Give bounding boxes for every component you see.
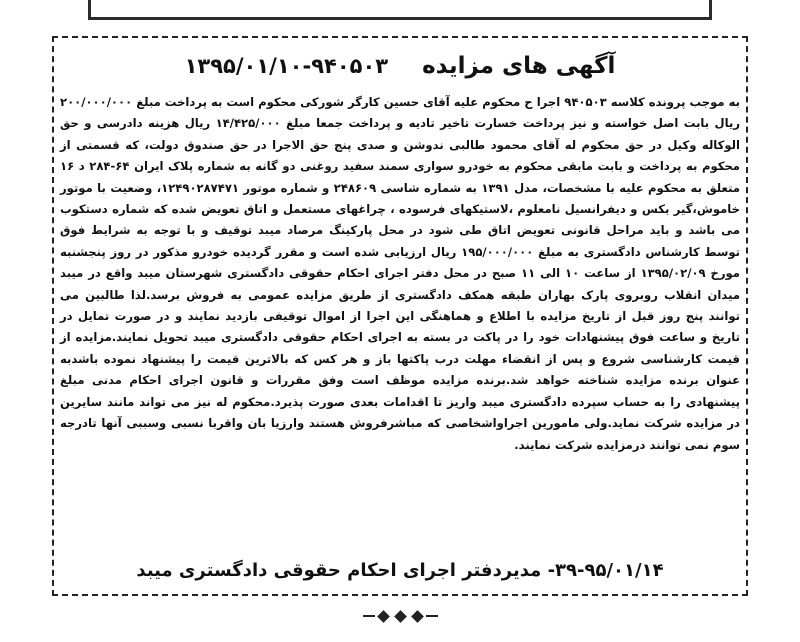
- ornament-divider-icon: [360, 608, 440, 624]
- notice-signature: ۳۹-۹۵/۰۱/۱۴- مدیردفتر اجرای احکام حقوقی دادگستری میبد: [136, 560, 664, 581]
- notice-body: به موجب پرونده کلاسه ۹۴۰۵۰۳ اجرا ح محکوم علیه آقای حسین کارگر شورکی محکوم است به پرداخت مبلغ ۲۰۰/۰۰۰/۰۰۰ ریال بابت اصل خواسته و نیز پرداخت خسارت تاخیر تادیه و پرداخت جمعا مبلغ ۱۴/۴۲۵/۰۰۰ ریال هزینه دادرسی و حق الوکاله وکیل در حق محکوم له آقای محمود طالبی ندوشن و صدی پنج حق الاجرا در حق صندوق دولت، که قسمتی از محکوم به پرداخت و بابت مابقی محکوم به خودرو سواری سمند سفید روغنی دو گانه به شماره پلاک ایران ۶۴-۲۸۴ د ۱۶ متعلق به محکوم علیه با مشخصات، مدل ۱۳۹۱ به شماره شاسی ۲۴۸۶۰۹ و شماره موتور ۱۲۴۹۰۲۸۷۴۷۱، وضعیت با موتور خاموش،گیر بکس و دیفرانسیل نامعلوم ،لاستیکهای فرسوده ، چراغهای مستعمل و اتاق تعویض شده که شماره دستکوب می باشد و باید مراحل قانونی تعویض اتاق طی شود در محل پارکینگ مرصاد میبد توقیف و با توجه به شرایط فوق توسط کارشناس دادگستری به مبلغ ۱۹۵/۰۰۰/۰۰۰ ریال ارزیابی شده است و مقرر گردیده خودرو مذکور در روز پنجشنبه مورخ ۱۳۹۵/۰۲/۰۹ از ساعت ۱۰ الی ۱۱ صبح در محل دفتر اجرای احکام حقوقی دادگستری شهرستان میبد واقع در میبد میدان انقلاب روبروی پارک بهاران طبقه همکف دادگستری از طریق مزایده عمومی به فروش برسد.لذا طالبین می توانند پنج روز قبل از تاریخ مزایده با اطلاع و هماهنگی این اجرا از اموال توقیفی بازدید نمایند و در صورت تمایل در تاریخ و ساعت فوق پیشنهادات خود را در پاکت در بسته به اجرای احکام حقوقی دادگستری میبد تحویل نمایند.مزایده از قیمت کارشناسی شروع و پس از انقضاء مهلت درب پاکتها باز و هر کس که بالاترین قیمت را پیشنهاد نموده باشدبه عنوان برنده مزایده شناخته خواهد شد.برنده مزایده موظف است وفق مقررات و قانون اجرای احکام مدنی مبلغ پیشنهادی را به حساب سپرده دادگستری میبد واریز تا اقدامات بعدی صورت پذیرد.محکوم له نیز می تواند مانند سایرین در مزایده شرکت نماید.ولی مامورین اجراواشخاصی که مباشرفروش هستند وارزیا بان واقربا نسبی وسببی آنها تادرجه سوم نمی توانند درمزایده شرکت نمایند.: [60, 95, 741, 452]
- top-frame-box: [88, 0, 712, 20]
- notice-title: آگهی های مزایده: [422, 53, 616, 79]
- notice-code: ۱۳۹۵/۰۱/۱۰-۹۴۰۵۰۳: [184, 54, 389, 78]
- notice-header: [60, 44, 740, 88]
